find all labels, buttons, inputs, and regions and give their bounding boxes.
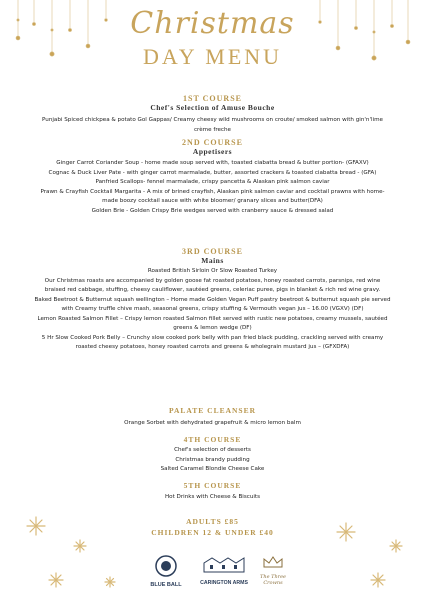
course-1-section <box>0 94 425 135</box>
course-3-item: Our Christmas roasts are accompanied by golden goose fat roasted potatoes, honey roasted carrots, parsnips, red wine braised red cabbage, stuffing, cheesy cauliflower, sautéed greens, celeriac puree, pigs in blanket & rich red wine gravy. <box>44 277 381 293</box>
prices-section <box>0 516 425 538</box>
course-3-subheading: Mains <box>201 256 224 265</box>
venue-logos <box>0 555 425 600</box>
course-3-item: Roasted British Sirloin Or Slow Roasted Turkey <box>147 268 278 274</box>
blue-ball-logo <box>146 555 186 588</box>
palate-cleanser-heading: PALATE CLEANSER <box>168 406 257 415</box>
course-4-heading: 4TH COURSE <box>183 435 242 444</box>
blue-ball-name: BLUE BALL <box>150 582 182 588</box>
course-2-item: Panfried Scallops- fennel marmalade, crispy pancetta & Alaskan pink salmon caviar <box>95 179 330 185</box>
palate-cleanser-section <box>0 405 425 429</box>
three-crowns-name: The Three Crowns <box>260 574 286 586</box>
snowflake-icon <box>390 540 402 552</box>
course-2-section <box>0 138 425 216</box>
crown-icon <box>262 555 284 569</box>
course-3-section <box>0 247 425 353</box>
child-price: CHILDREN 12 & UNDER £40 <box>151 528 274 537</box>
course-5-item: Hot Drinks with Cheese & Biscuits <box>164 494 261 500</box>
course-4-item: Christmas brandy pudding <box>175 456 250 463</box>
course-1-subheading: Chef's Selection of Amuse Bouche <box>150 103 275 112</box>
course-3-item: Baked Beetroot & Butternut squash wellington – Home made Golden Vegan Puff pastry beetroot & butternut squash pie served with Creamy truffle chive mash, seasonal greens, crispy stuffing & Vermouth vegan jus – 16.00 (VGXV) (DF) <box>34 296 391 312</box>
course-3-item: 5 Hr Slow Cooked Pork Belly – Crunchy slow cooked pork belly with pan fried black pudding, crackling served with creamy roasted cheesy potatoes, honey roasted carrots and greens & wholegrain mustard jus – (GFXDFA) <box>41 334 384 350</box>
course-2-item: Golden Brie - Golden Crispy Brie wedges served with cranberry sauce & dressed salad <box>91 207 334 214</box>
course-5-section <box>0 480 425 503</box>
menu-title-script: Christmas <box>130 6 295 41</box>
course-5-heading: 5TH COURSE <box>183 481 242 490</box>
course-2-item: Prawn & Crayfish Cocktail Margarita - A mix of brined crayfish, Alaskan pink salmon caviar and cocktail prawns with home-made boozy cocktail sauce with white bloomer/ granary slices and butter(DFA) <box>40 188 385 204</box>
snowflake-icon <box>74 540 86 552</box>
course-2-item: Cognac & Duck Liver Pate - with ginger carrot marmalade, butter, assorted crackers & toasted ciabatta bread - (GFA) <box>48 169 377 176</box>
course-4-item: Chef's selection of desserts <box>174 447 251 453</box>
course-2-subheading: Appetisers <box>192 147 233 156</box>
three-crowns-logo <box>256 555 290 586</box>
course-4-item: Salted Caramel Blondie Cheese Cake <box>160 466 265 472</box>
course-1-item: Punjabi Spiced chickpea & potato Gol Gappas/ Creamy cheesy wild mushrooms on croute/ smoked salmon with gin'n'lime crème freche <box>42 117 383 133</box>
course-3-heading: 3RD COURSE <box>182 247 243 256</box>
carington-arms-logo <box>196 555 252 586</box>
course-2-item: Ginger Carrot Coriander Soup - home made soup served with, toasted ciabatta bread & butter portion- (GFAXV) <box>56 160 369 166</box>
menu-title-caps: DAY MENU <box>142 44 283 69</box>
palate-cleanser-item: Orange Sorbet with dehydrated grapefruit & micro lemon balm <box>124 420 301 426</box>
carington-arms-name: CARINGTON ARMS <box>200 580 248 586</box>
blue-ball-icon <box>155 555 177 577</box>
course-3-item: Lemon Roasted Salmon Fillet – Crispy lemon roasted Salmon fillet served with rustic new potatoes, creamy mussels, sautéed greens & lemon wedge (DF) <box>37 315 388 331</box>
course-2-heading: 2ND COURSE <box>182 138 243 147</box>
adult-price: ADULTS £85 <box>186 517 239 526</box>
building-icon <box>202 555 246 573</box>
course-4-section <box>0 434 425 475</box>
course-1-heading: 1ST COURSE <box>183 94 242 103</box>
